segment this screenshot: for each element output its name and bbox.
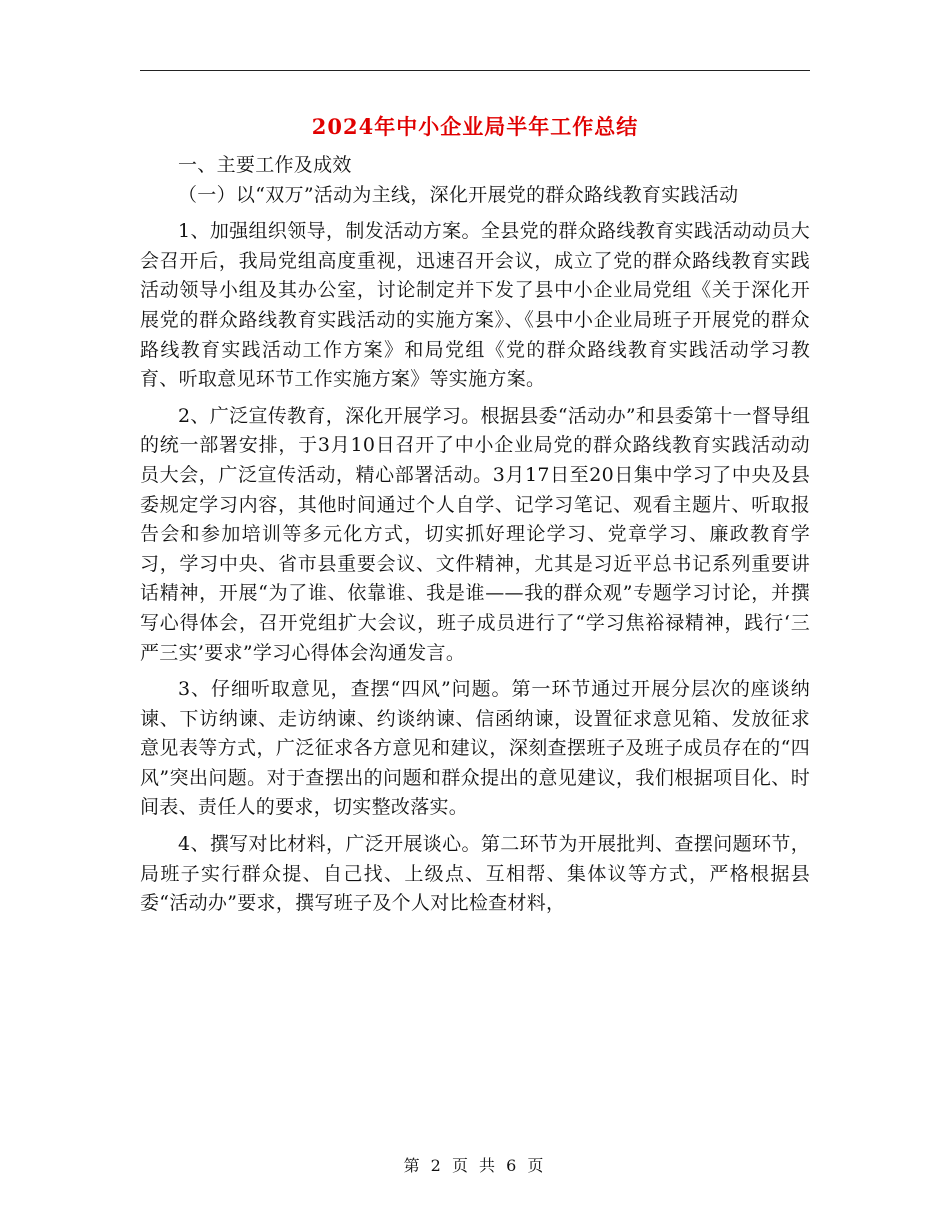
document-body <box>140 151 810 919</box>
paragraph-4: 4、撰写对比材料，广泛开展谈心。第二环节为开展批判、查摆问题环节，局班子实行群众提、自己找、上级点、互相帮、集体议等方式，严格根据县委“活动办”要求，撰写班子及个人对比检查材料， <box>140 833 810 915</box>
page-footer: 第 2 页 共 6 页 <box>403 1156 547 1175</box>
paragraph-2: 2、广泛宣传教育，深化开展学习。根据县委“活动办”和县委第十一督导组的统一部署安排，于3月10日召开了中小企业局党的群众路线教育实践活动动员大会，广泛宣传活动，精心部署活动。3月17日至20日集中学习了中央及县委规定学习内容，其他时间通过个人自学、记学习笔记、观看主题片、听取报告会和参加培训等多元化方式，切实抓好理论学习、党章学习、廉政教育学习，学习中央、省市县重要会议、文件精神，尤其是习近平总书记系列重要讲话精神，开展“为了谁、依靠谁、我是谁——我的群众观”专题学习讨论，并撰写心得体会，召开党组扩大会议，班子成员进行了“学习焦裕禄精神，践行‘三严三实’要求”学习心得体会沟通发言。 <box>140 404 810 664</box>
subsection-heading: （一）以“双万”活动为主线，深化开展党的群众路线教育实践活动 <box>178 183 739 206</box>
paragraph-3: 3、仔细听取意见，查摆“四风”问题。第一环节通过开展分层次的座谈纳谏、下访纳谏、走访纳谏、约谈纳谏、信函纳谏，设置征求意见箱、发放征求意见表等方式，广泛征求各方意见和建议，深刻查摆班子及班子成员存在的“四风”突出问题。对于查摆出的问题和群众提出的意见建议，我们根据项目化、时间表、责任人的要求，切实整改落实。 <box>140 678 810 819</box>
paragraph-1: 1、加强组织领导，制发活动方案。全县党的群众路线教育实践活动动员大会召开后，我局党组高度重视，迅速召开会议，成立了党的群众路线教育实践活动领导小组及其办公室，讨论制定并下发了县中小企业局党组《关于深化开展党的群众路线教育实践活动的实施方案》、《县中小企业局班子开展党的群众路线教育实践活动工作方案》和局党组《党的群众路线教育实践活动学习教育、听取意见环节工作实施方案》等实施方案。 <box>140 220 810 391</box>
document-title: 2024年中小企业局半年工作总结 <box>311 114 639 139</box>
header-rule <box>140 70 810 71</box>
section-heading: 一、主要工作及成效 <box>178 154 352 176</box>
